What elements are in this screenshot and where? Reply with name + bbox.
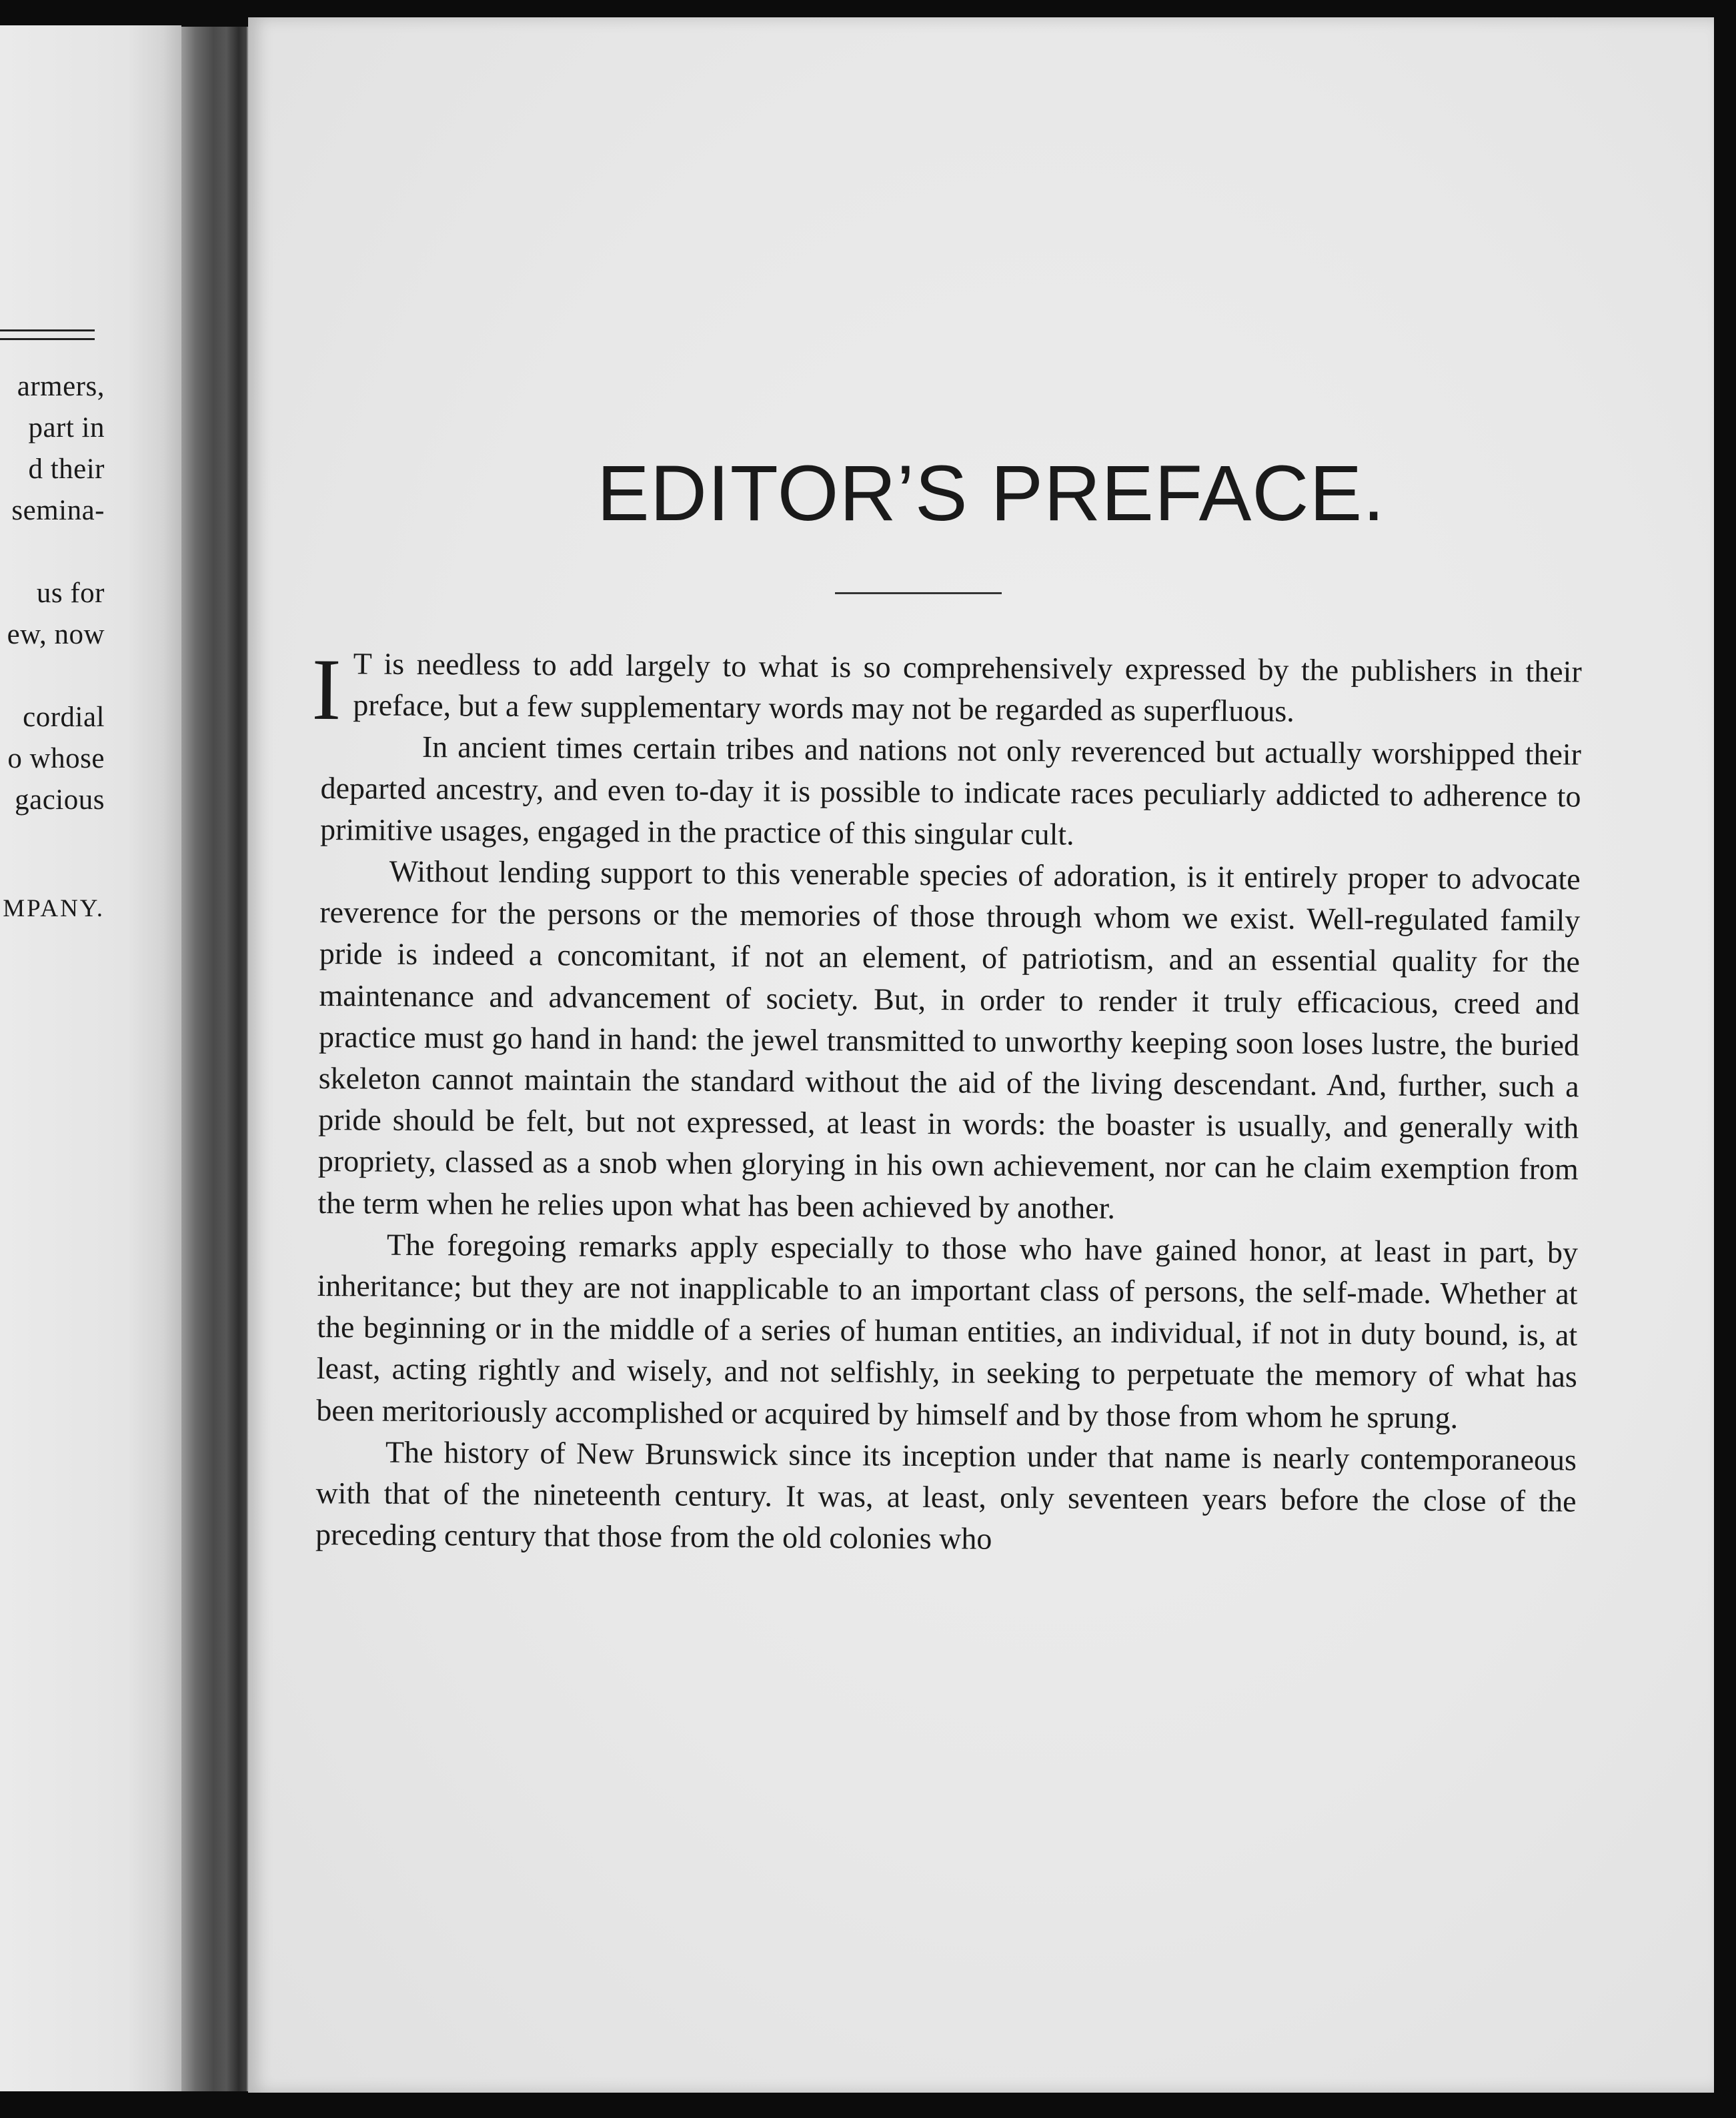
book-spine-shadow xyxy=(227,27,247,2091)
left-page-fragment: part in xyxy=(28,412,105,443)
drop-cap: I xyxy=(311,640,341,739)
paragraph: Without lending support to this venerable species of adoration, is it entirely proper to advocate reverence for the persons or the memories of those through whom we exist. Well-regulated family pride is indeed a concomitant, if not an element, of patriotism, and an essential quality for the maintenance and advancement of society. But, in order to render it truly efficacious, creed and practice must go hand in hand: the jewel transmitted to unworthy keeping soon loses lustre, the buried skeleton cannot maintain the standard without the aid of the living descendant. And, further, such a pride should be felt, but not expressed, at least in words: the boaster is usually, and generally with propriety, classed as a snob when glorying in his own achievement, nor can he claim exemption from the term when he relies upon what has been achieved by another. xyxy=(317,854,1581,1225)
left-page-fragment: cordial xyxy=(23,702,105,733)
page-title: EDITOR’S PREFACE. xyxy=(597,449,1385,538)
left-page-fragment: d their xyxy=(28,453,105,485)
paragraph xyxy=(311,640,1582,739)
left-page-fragment: gacious xyxy=(15,784,105,816)
left-page-fragment: armers, xyxy=(17,371,105,402)
left-page-fragment: us for xyxy=(36,578,105,609)
double-rule-divider xyxy=(0,329,95,340)
paragraph: The foregoing remarks apply especially to those who have gained honor, at least in part, by inheritance; but they are not inapplicable to an important class of persons, the self-made. Whether at the beginning or in the middle of a series of human entities, an individual, if not in duty bound, is, at least, acting rightly and wisely, and not selfishly, in seeking to perpetuate the memory of what has been meritoriously accomplished or acquired by himself and by those from whom he sprung. xyxy=(316,1227,1579,1434)
preface-body xyxy=(311,640,1582,1564)
left-page-fragment: o whose xyxy=(7,743,105,774)
left-page-fragment: ew, now xyxy=(7,619,105,650)
left-facing-page xyxy=(0,25,181,2091)
paragraph: The history of New Brunswick since its inception under that name is nearly contemporaneous with that of the nineteenth century. It was, at least, only seventeen years before the close of the preceding century that those from the old colonies who xyxy=(315,1434,1577,1556)
left-page-fragment: semina- xyxy=(11,495,105,526)
title-rule xyxy=(835,592,1002,594)
paragraph-text: T is needless to add largely to what is so comprehensively expressed by the publishers in their preface, but a few supplementary words may not be regarded as superfluous. xyxy=(353,646,1582,728)
right-page xyxy=(248,17,1714,2093)
paragraph: In ancient times certain tribes and nations not only reverenced but actually worshipped their departed ancestry, and even to-day it is possible to indicate races peculiarly addicted to adherence to primitive usages, engaged in the practice of this singular cult. xyxy=(319,730,1582,852)
left-page-fragment: MPANY. xyxy=(3,895,105,922)
